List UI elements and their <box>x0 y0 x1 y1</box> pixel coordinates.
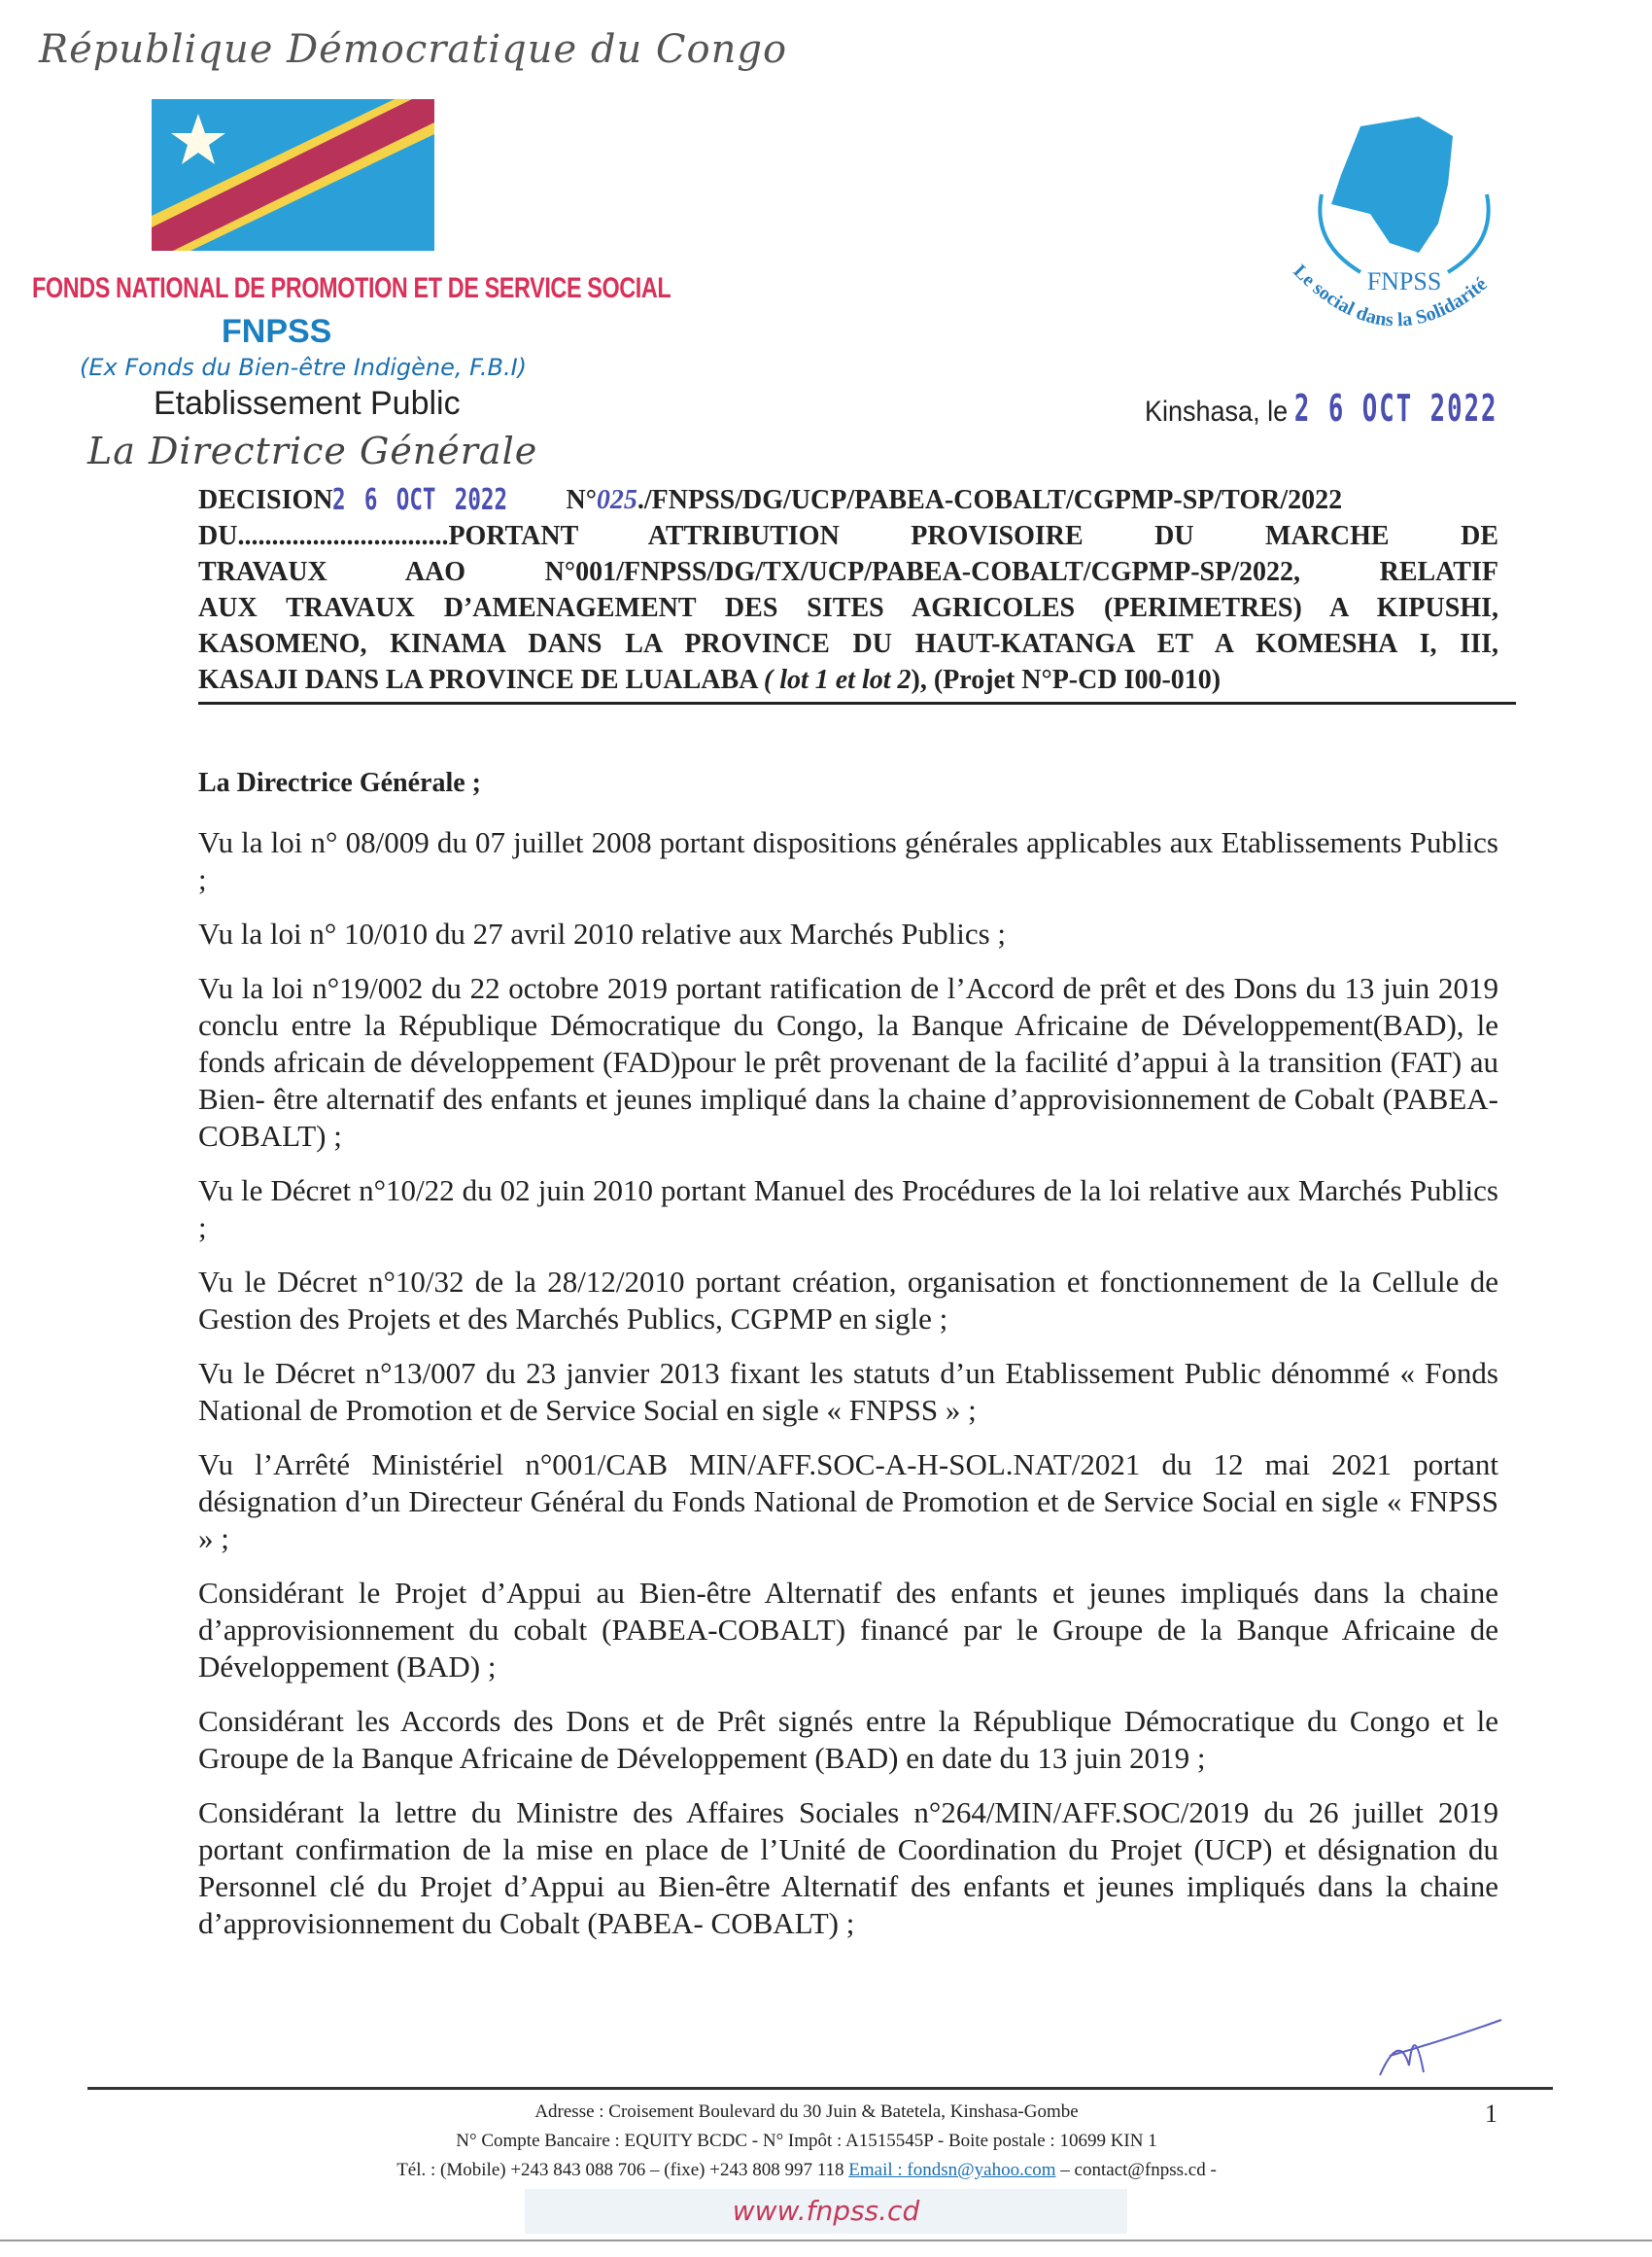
office-title: La Directrice Générale <box>87 430 538 472</box>
logo-slogan: Le social dans la Solidarité <box>1289 260 1492 331</box>
footer-bank: N° Compte Bancaire : EQUITY BCDC - N° Impôt : A1515545P - Boite postale : 10699 KIN 1 <box>456 2131 1157 2151</box>
page-edge <box>0 2240 1652 2241</box>
paragraph: Vu la loi n°19/002 du 22 octobre 2019 portant ratification de l’Accord de prêt et des Dons du 13 juin 2019 conclu entre la République Démocratique du Congo, la Banque Africaine de Développement(BAD), le fonds africain de développement (FAD)pour le prêt provenant de la facilité d’appui à la transition (FAT) au Bien- être alternatif des enfants et jeunes impliqué dans la chaine d’approvisionnement de Cobalt (PABEA-COBALT) ; <box>198 971 1498 1153</box>
country-header: République Démocratique du Congo <box>39 27 788 72</box>
place-date <box>1145 387 1566 430</box>
paragraph: Vu la loi n° 10/010 du 27 avril 2010 relative aux Marchés Publics ; <box>198 917 1007 951</box>
page-number: 1 <box>1485 2100 1497 2128</box>
place-label: Kinshasa, le <box>1145 396 1289 428</box>
org-status: Etablissement Public <box>154 385 461 422</box>
paragraph: Considérant les Accords des Dons et de Prêt signés entre la République Démocratique du Congo et le Groupe de la Banque Africaine de Développement (BAD) en date du 13 juin 2019 ; <box>198 1704 1498 1775</box>
decision-number: 025 <box>596 485 637 515</box>
footer-address: Adresse : Croisement Boulevard du 30 Juin & Batetela, Kinshasa-Gombe <box>534 2101 1079 2122</box>
title-line: TRAVAUX AAO N°001/FNPSS/DG/TX/UCP/PABEA-COBALT/CGPMP-SP/2022, RELATIF <box>198 557 1498 587</box>
title-line: DU...............................PORTANT ATTRIBUTION PROVISOIRE DU MARCHE DE <box>198 521 1498 551</box>
email-link[interactable]: Email : fondsn@yahoo.com <box>848 2160 1056 2180</box>
drc-flag-icon <box>152 99 434 251</box>
org-name: FONDS NATIONAL DE PROMOTION ET DE SERVICE SOCIAL <box>32 272 671 304</box>
footer-contact: Tél. : (Mobile) +243 843 088 706 – (fixe) +243 808 997 118 Email : fondsn@yahoo.com – contact@fnpss.cd - <box>396 2160 1217 2180</box>
website-link[interactable]: www.fnpss.cd <box>525 2189 1127 2234</box>
decision-date-stamp: 2 6 OCT 2022 <box>332 483 508 517</box>
paragraph: Vu le Décret n°10/22 du 02 juin 2010 portant Manuel des Procédures de la loi relative aux Marchés Publics ; <box>198 1173 1498 1244</box>
intro-heading: La Directrice Générale ; <box>198 768 482 798</box>
decision-title <box>198 482 1498 698</box>
logo-text: FNPSS <box>1366 267 1442 295</box>
paragraph: Vu l’Arrêté Ministériel n°001/CAB MIN/AFF.SOC-A-H-SOL.NAT/2021 du 12 mai 2021 portant désignation d’un Directeur Général du Fonds National de Promotion et de Service Social en sigle « FNPSS » ; <box>198 1447 1498 1555</box>
footer-divider <box>87 2087 1553 2090</box>
title-line: KASAJI DANS LA PROVINCE DE LUALABA ( lot 1 et lot 2), (Projet N°P-CD I00-010) <box>198 665 1222 695</box>
title-line: DECISION2 6 OCT 2022 N°025./FNPSS/DG/UCP/PABEA-COBALT/CGPMP-SP/TOR/2022 <box>198 483 1343 517</box>
former-name: (Ex Fonds du Bien-être Indigène, F.B.I) <box>80 354 528 381</box>
date-stamp: 2 6 OCT 2022 <box>1294 387 1498 430</box>
org-acronym: FNPSS <box>222 313 332 350</box>
initials-signature-icon <box>1370 2012 1506 2080</box>
paragraph: Vu la loi n° 08/009 du 07 juillet 2008 portant dispositions générales applicables aux Etablissements Publics ; <box>198 825 1498 896</box>
paragraph: Vu le Décret n°10/32 de la 28/12/2010 portant création, organisation et fonctionnement de la Cellule de Gestion des Projets et des Marchés Publics, CGPMP en sigle ; <box>198 1265 1498 1336</box>
paragraph: Considérant la lettre du Ministre des Affaires Sociales n°264/MIN/AFF.SOC/2019 du 26 juillet 2019 portant confirmation de la mise en place de l’Unité de Coordination du Projet (UCP) et désignation du Personnel clé du Projet d’Appui au Bien-être Alternatif des enfants et jeunes impliqués dans la chaine d’approvisionnement du Cobalt (PABEA- COBALT) ; <box>198 1795 1498 1940</box>
decision-body <box>198 824 1498 1960</box>
footer <box>146 2098 1467 2185</box>
fnpss-logo-icon <box>1273 107 1535 340</box>
divider <box>198 702 1516 705</box>
title-line: KASOMENO, KINAMA DANS LA PROVINCE DU HAUT-KATANGA ET A KOMESHA I, III, <box>198 629 1498 659</box>
title-line: AUX TRAVAUX D’AMENAGEMENT DES SITES AGRICOLES (PERIMETRES) A KIPUSHI, <box>198 593 1498 623</box>
paragraph: Vu le Décret n°13/007 du 23 janvier 2013 fixant les statuts d’un Etablissement Public dénommé « Fonds National de Promotion et de Service Social en sigle « FNPSS » ; <box>198 1356 1498 1427</box>
paragraph: Considérant le Projet d’Appui au Bien-être Alternatif des enfants et jeunes impliqués dans la chaine d’approvisionnement du cobalt (PABEA-COBALT) financé par le Groupe de la Banque Africaine de Développement (BAD) ; <box>198 1576 1498 1684</box>
